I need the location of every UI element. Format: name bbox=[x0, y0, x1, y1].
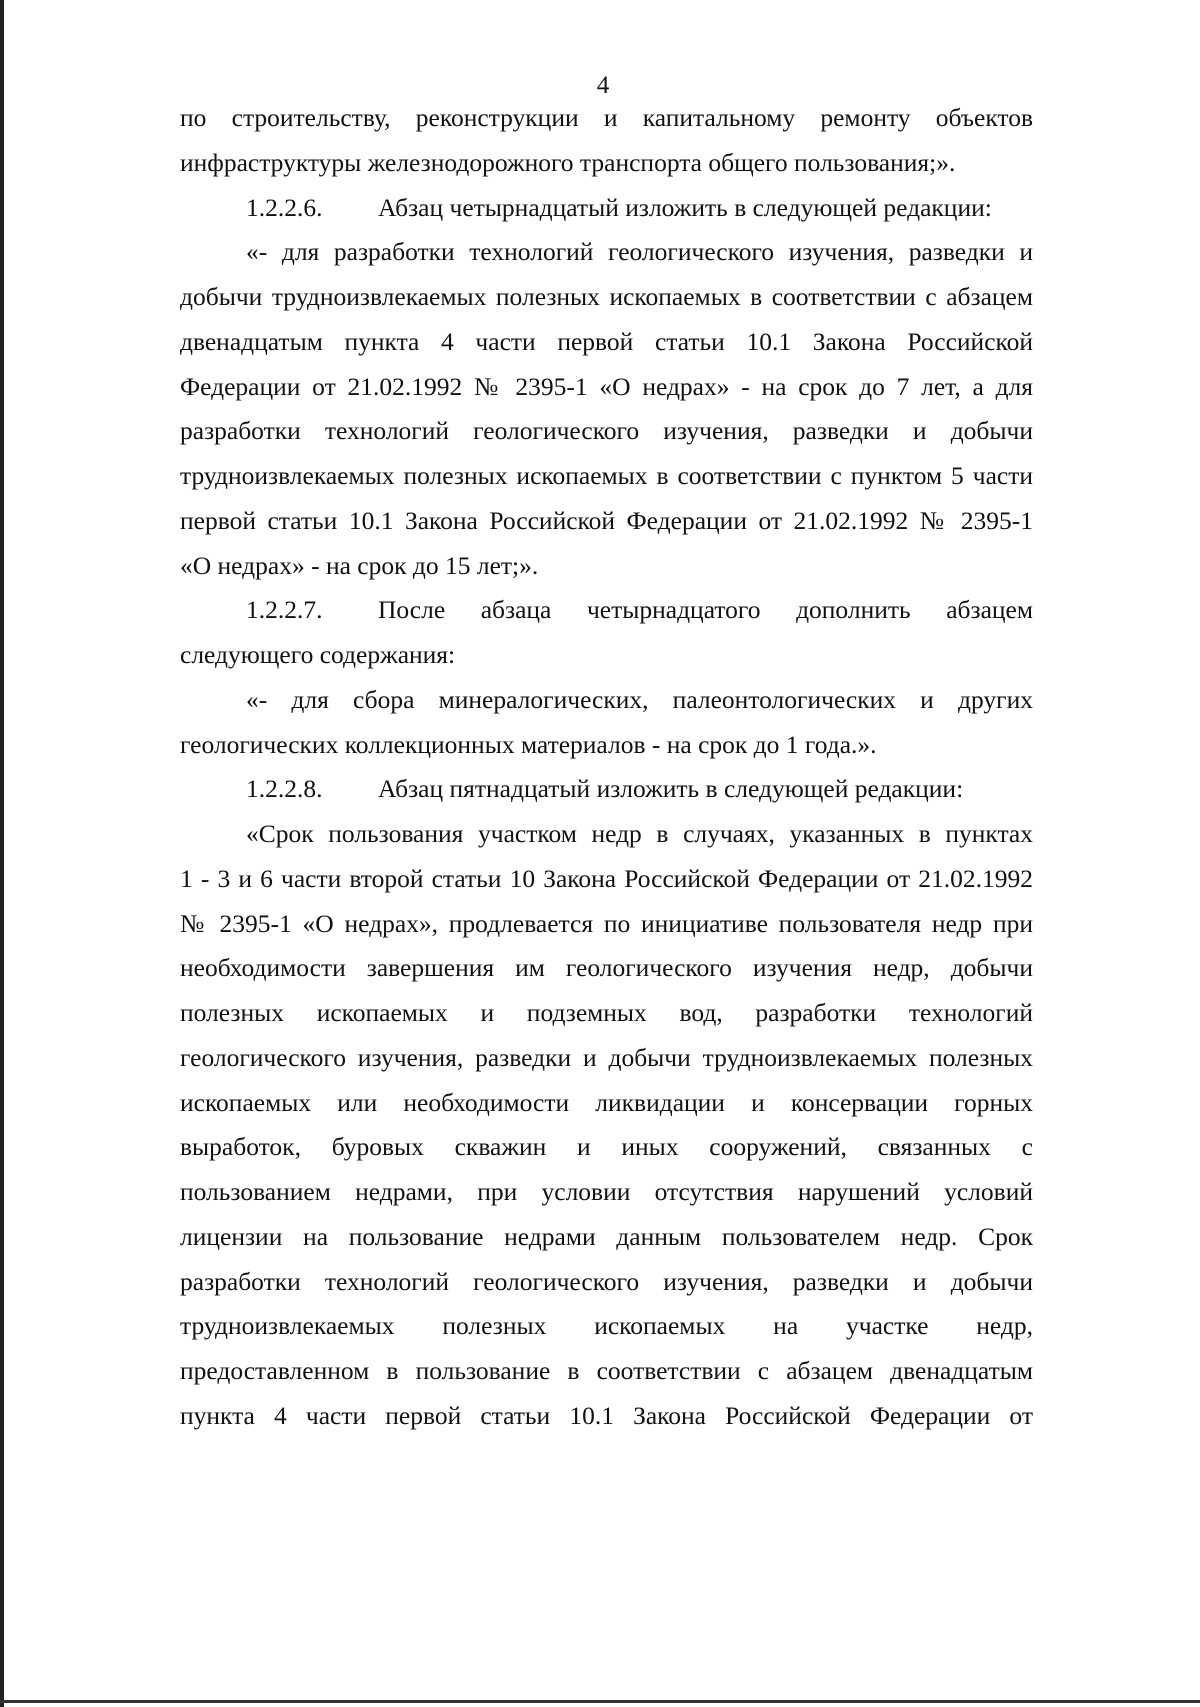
text-line: «- для разработки технологий геологического изучения, разведки и bbox=[246, 237, 1033, 267]
text-line: необходимости завершения им геологического изучения недр, добычи bbox=[180, 953, 1033, 983]
clause-text: Абзац четырнадцатый изложить в следующей редакции: bbox=[378, 192, 992, 222]
clause-number: 1.2.2.6. bbox=[246, 192, 323, 222]
scan-edge-left bbox=[0, 0, 4, 1707]
page-number: 4 bbox=[596, 72, 610, 99]
scan-edge-bottom bbox=[0, 1700, 1200, 1703]
text-line: «О недрах» - на срок до 15 лет;». bbox=[180, 550, 539, 580]
clause-text: Абзац пятнадцатый изложить в следующей редакции: bbox=[378, 774, 964, 804]
clause-number: 1.2.2.7. bbox=[246, 595, 323, 625]
clause-number: 1.2.2.8. bbox=[246, 774, 323, 804]
text-line: геологического изучения, разведки и добычи трудноизвлекаемых полезных bbox=[180, 1042, 1033, 1072]
text-line: трудноизвлекаемых полезных ископаемых в соответствии с пунктом 5 части bbox=[180, 461, 1033, 490]
clause-text: После абзаца четырнадцатого дополнить абзацем bbox=[378, 595, 1033, 625]
text-line: «- для сбора минералогических, палеонтологических и других bbox=[246, 684, 1033, 714]
text-line: по строительству, реконструкции и капитальному ремонту объектов bbox=[180, 103, 1033, 132]
text-line: лицензии на пользование недрами данным пользователем недр. Срок bbox=[180, 1221, 1033, 1251]
text-line: разработки технологий геологического изучения, разведки и добычи bbox=[180, 1266, 1033, 1296]
text-line: № 2395-1 «О недрах», продлевается по инициативе пользователя недр при bbox=[180, 908, 1033, 938]
text-line: инфраструктуры железнодорожного транспорта общего пользования;». bbox=[180, 147, 956, 177]
text-line: разработки технологий геологического изучения, разведки и добычи bbox=[180, 416, 1033, 446]
text-line: «Срок пользования участком недр в случаях, указанных в пунктах bbox=[246, 819, 1033, 848]
text-line: выработок, буровых скважин и иных сооружений, связанных с bbox=[180, 1132, 1033, 1162]
document-body bbox=[180, 96, 1033, 1439]
text-line: Федерации от 21.02.1992 № 2395-1 «О недрах» - на срок до 7 лет, а для bbox=[180, 371, 1033, 401]
text-line: предоставленном в пользование в соответствии с абзацем двенадцатым bbox=[180, 1356, 1033, 1385]
text-line: добычи трудноизвлекаемых полезных ископаемых в соответствии с абзацем bbox=[180, 282, 1033, 311]
text-line: трудноизвлекаемых полезных ископаемых на участке недр, bbox=[180, 1311, 1033, 1341]
clause-heading-line bbox=[180, 767, 1033, 812]
text-line: пользованием недрами, при условии отсутствия нарушений условий bbox=[180, 1177, 1033, 1206]
clause-heading-line bbox=[180, 588, 1033, 633]
text-line: пункта 4 части первой статьи 10.1 Закона Российской Федерации от bbox=[180, 1400, 1033, 1430]
text-line: следующего содержания: bbox=[180, 640, 456, 669]
text-line: 1 - 3 и 6 части второй статьи 10 Закона Российской Федерации от 21.02.1992 bbox=[180, 863, 1033, 893]
text-line: полезных ископаемых и подземных вод, разработки технологий bbox=[180, 998, 1033, 1027]
text-line: геологических коллекционных материалов - на срок до 1 года.». bbox=[180, 729, 877, 759]
text-line: ископаемых или необходимости ликвидации и консервации горных bbox=[180, 1087, 1033, 1117]
clause-heading-line bbox=[180, 186, 1033, 231]
text-line: первой статьи 10.1 Закона Российской Федерации от 21.02.1992 № 2395-1 bbox=[180, 505, 1033, 535]
text-line: двенадцатым пункта 4 части первой статьи 10.1 Закона Российской bbox=[180, 326, 1033, 356]
